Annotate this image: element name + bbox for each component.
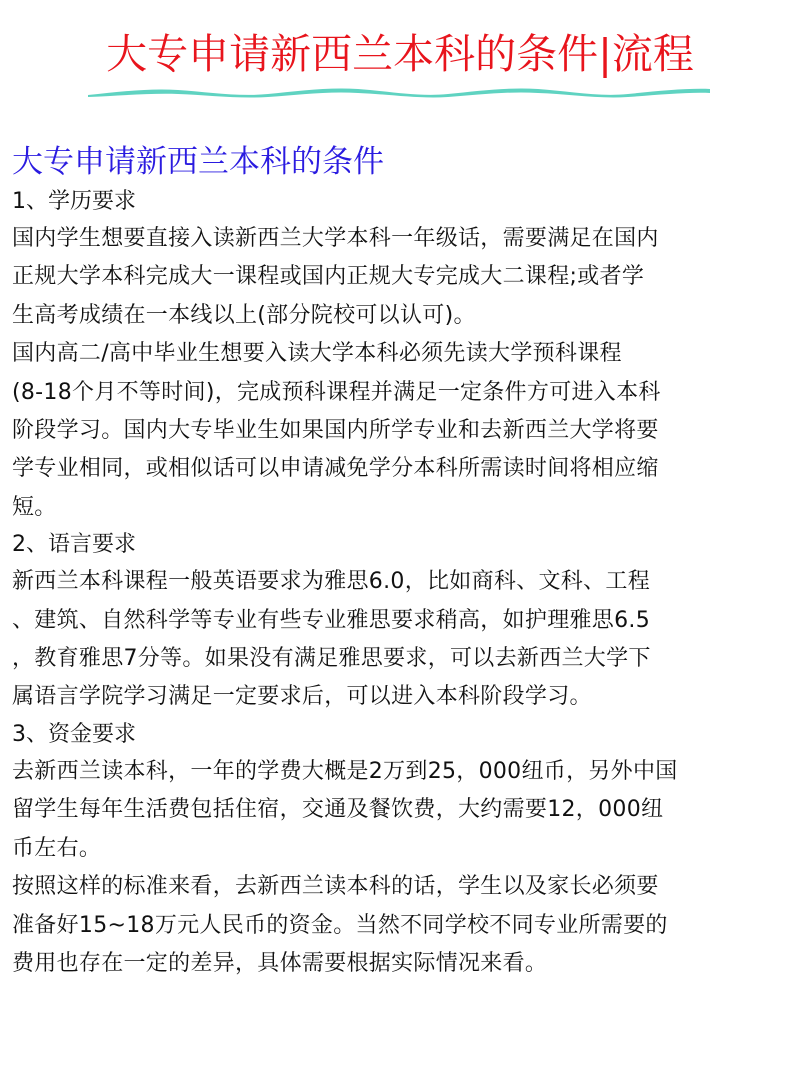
text-line: 费用也存在一定的差异，具体需要根据实际情况来看。 — [12, 950, 548, 976]
paragraph — [12, 753, 792, 868]
text-line: 、建筑、自然科学等专业有些专业雅思要求稍高，如护理雅思6.5 — [12, 607, 650, 633]
page-title: 大专申请新西兰本科的条件|流程 — [106, 30, 694, 78]
text-line: 国内高二/高中毕业生想要入读大学本科必须先读大学预科课程 — [12, 341, 622, 367]
text-line: 币左右。 — [12, 835, 102, 861]
item-heading: 1、学历要求 — [12, 189, 136, 214]
section-heading: 大专申请新西兰本科的条件 — [12, 144, 384, 180]
wavy-divider-icon — [88, 84, 710, 100]
requirement-language — [12, 527, 792, 717]
page-header — [0, 0, 800, 110]
text-line: 生高考成绩在一本线以上(部分院校可以认可)。 — [12, 302, 476, 328]
paragraph — [12, 563, 792, 717]
requirement-funds — [12, 717, 792, 983]
text-line: 属语言学院学习满足一定要求后，可以进入本科阶段学习。 — [12, 684, 592, 710]
text-line: 国内学生想要直接入读新西兰大学本科一年级话，需要满足在国内 — [12, 226, 659, 251]
paragraph — [12, 335, 792, 527]
text-line: 准备好15~18万元人民币的资金。当然不同学校不同专业所需要的 — [12, 912, 668, 938]
paragraph — [12, 220, 792, 335]
text-line: ，教育雅思7分等。如果没有满足雅思要求，可以去新西兰大学下 — [12, 646, 651, 672]
text-line: 按照这样的标准来看，去新西兰读本科的话，学生以及家长必须要 — [12, 874, 659, 900]
text-line: 短。 — [12, 494, 57, 520]
text-line: 去新西兰读本科，一年的学费大概是2万到25，000纽币，另外中国 — [12, 758, 678, 784]
text-line: 留学生每年生活费包括住宿，交通及餐饮费，大约需要12，000纽 — [12, 797, 664, 823]
requirement-education — [12, 184, 792, 527]
item-heading: 3、资金要求 — [12, 721, 136, 747]
text-line: (8-18个月不等时间)，完成预科课程并满足一定条件方可进入本科 — [12, 379, 661, 405]
text-line: 新西兰本科课程一般英语要求为雅思6.0，比如商科、文科、工程 — [12, 569, 650, 595]
paragraph — [12, 868, 792, 983]
text-line: 学专业相同，或相似话可以申请减免学分本科所需读时间将相应缩 — [12, 456, 659, 482]
item-heading: 2、语言要求 — [12, 532, 136, 558]
article-body — [12, 140, 792, 983]
text-line: 阶段学习。国内大专毕业生如果国内所学专业和去新西兰大学将要 — [12, 418, 659, 444]
text-line: 正规大学本科完成大一课程或国内正规大专完成大二课程;或者学 — [12, 264, 645, 290]
